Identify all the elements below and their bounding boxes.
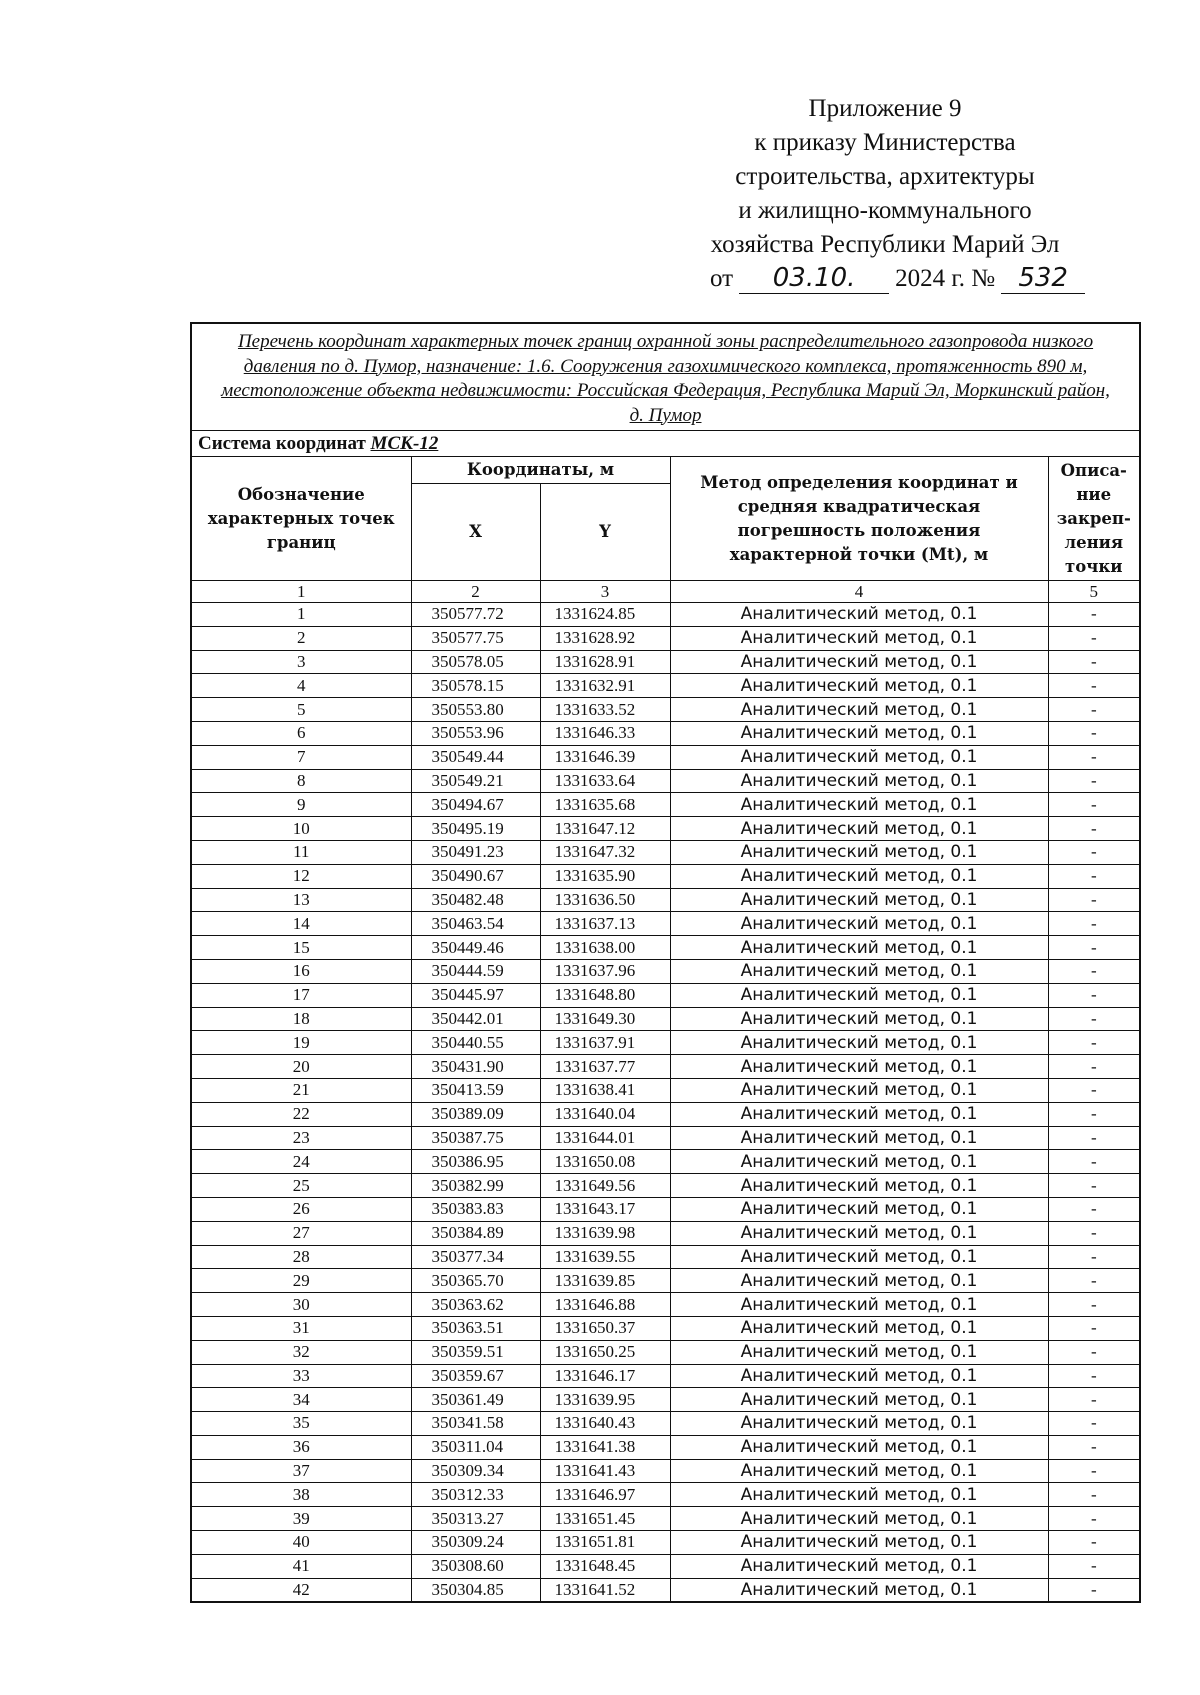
coord-x: 350431.90 [411,1055,540,1079]
handwritten-order-number: 532 [1001,263,1085,294]
coord-y: 1331649.30 [540,1007,670,1031]
method-cell: Аналитический метод, 0.1 [670,1007,1048,1031]
table-row [191,1364,1140,1388]
description-cell: - [1048,1150,1140,1174]
coord-y: 1331650.25 [540,1340,670,1364]
point-number: 40 [191,1531,411,1555]
table-row [191,721,1140,745]
description-cell: - [1048,983,1140,1007]
method-cell: Аналитический метод, 0.1 [670,936,1048,960]
coord-x: 350442.01 [411,1007,540,1031]
description-cell: - [1048,1126,1140,1150]
header-line: и жилищно-коммунального [738,197,1032,224]
description-cell: - [1048,1412,1140,1436]
method-cell: Аналитический метод, 0.1 [670,698,1048,722]
point-number: 42 [191,1578,411,1602]
header-line: хозяйства Республики Марий Эл [710,231,1060,258]
point-number: 26 [191,1197,411,1221]
point-number: 2 [191,626,411,650]
description-cell: - [1048,1007,1140,1031]
coordinate-system-label: Система координат [198,432,366,454]
method-cell: Аналитический метод, 0.1 [670,626,1048,650]
coord-x: 350389.09 [411,1102,540,1126]
coord-x: 350341.58 [411,1412,540,1436]
point-number: 30 [191,1293,411,1317]
method-cell: Аналитический метод, 0.1 [670,1388,1048,1412]
coord-y: 1331633.52 [540,698,670,722]
coord-x: 350312.33 [411,1483,540,1507]
coord-y: 1331638.00 [540,936,670,960]
coordinate-system-value: МСК-12 [370,432,439,454]
point-number: 19 [191,1031,411,1055]
method-cell: Аналитический метод, 0.1 [670,1197,1048,1221]
point-number: 6 [191,721,411,745]
coord-x: 350578.05 [411,650,540,674]
table-row [191,1388,1140,1412]
table-row [191,1459,1140,1483]
table-row [191,1055,1140,1079]
coord-x: 350365.70 [411,1269,540,1293]
col-number: 3 [540,581,670,603]
coord-x: 350308.60 [411,1554,540,1578]
coord-y: 1331646.88 [540,1293,670,1317]
point-number: 5 [191,698,411,722]
description-cell: - [1048,936,1140,960]
point-number: 33 [191,1364,411,1388]
description-cell: - [1048,1340,1140,1364]
point-number: 25 [191,1174,411,1198]
coord-x: 350577.72 [411,603,540,627]
coord-y: 1331646.33 [540,721,670,745]
coord-y: 1331639.85 [540,1269,670,1293]
description-cell: - [1048,1245,1140,1269]
point-number: 39 [191,1507,411,1531]
date-prefix: от [710,265,734,292]
coord-x: 350449.46 [411,936,540,960]
coord-x: 350482.48 [411,888,540,912]
method-cell: Аналитический метод, 0.1 [670,1554,1048,1578]
coord-y: 1331628.92 [540,626,670,650]
point-number: 20 [191,1055,411,1079]
table-row [191,1269,1140,1293]
coord-y: 1331650.37 [540,1316,670,1340]
method-cell: Аналитический метод, 0.1 [670,840,1048,864]
coord-y: 1331639.95 [540,1388,670,1412]
col-number: 2 [411,581,540,603]
description-cell: - [1048,1483,1140,1507]
coord-x: 350313.27 [411,1507,540,1531]
table-row [191,864,1140,888]
order-date-line [710,262,1120,296]
point-number: 38 [191,1483,411,1507]
coord-y: 1331638.41 [540,1078,670,1102]
method-cell: Аналитический метод, 0.1 [670,603,1048,627]
description-cell: - [1048,603,1140,627]
coord-y: 1331649.56 [540,1174,670,1198]
point-number: 1 [191,603,411,627]
point-number: 7 [191,745,411,769]
description-cell: - [1048,1055,1140,1079]
table-row [191,959,1140,983]
description-cell: - [1048,1174,1140,1198]
point-number: 3 [191,650,411,674]
coord-x: 350494.67 [411,793,540,817]
table-row [191,1554,1140,1578]
coord-x: 350440.55 [411,1031,540,1055]
point-number: 21 [191,1078,411,1102]
coord-x: 350553.80 [411,698,540,722]
description-cell: - [1048,1293,1140,1317]
method-cell: Аналитический метод, 0.1 [670,1245,1048,1269]
coord-x: 350445.97 [411,983,540,1007]
table-row [191,603,1140,627]
description-cell: - [1048,1269,1140,1293]
col-header-method: Метод определения координат и средняя квадратическая погрешность положения характерной точки (Mt), м [670,457,1048,581]
coord-y: 1331651.45 [540,1507,670,1531]
point-number: 27 [191,1221,411,1245]
table-row [191,1245,1140,1269]
description-cell: - [1048,1221,1140,1245]
method-cell: Аналитический метод, 0.1 [670,674,1048,698]
coord-y: 1331640.43 [540,1412,670,1436]
point-number: 24 [191,1150,411,1174]
table-row [191,1174,1140,1198]
description-cell: - [1048,840,1140,864]
table-row [191,650,1140,674]
table-row [191,888,1140,912]
coord-y: 1331624.85 [540,603,670,627]
coord-x: 350384.89 [411,1221,540,1245]
coord-y: 1331640.04 [540,1102,670,1126]
method-cell: Аналитический метод, 0.1 [670,888,1048,912]
method-cell: Аналитический метод, 0.1 [670,1269,1048,1293]
table-row [191,1483,1140,1507]
description-cell: - [1048,1554,1140,1578]
point-number: 32 [191,1340,411,1364]
coord-x: 350387.75 [411,1126,540,1150]
table-row [191,626,1140,650]
coord-y: 1331641.43 [540,1459,670,1483]
coord-y: 1331647.12 [540,817,670,841]
description-cell: - [1048,769,1140,793]
coord-y: 1331639.98 [540,1221,670,1245]
point-number: 22 [191,1102,411,1126]
method-cell: Аналитический метод, 0.1 [670,912,1048,936]
point-number: 34 [191,1388,411,1412]
point-number: 11 [191,840,411,864]
method-cell: Аналитический метод, 0.1 [670,1483,1048,1507]
coord-x: 350359.51 [411,1340,540,1364]
table-row [191,1197,1140,1221]
coord-y: 1331646.17 [540,1364,670,1388]
table-row [191,1507,1140,1531]
coord-y: 1331635.90 [540,864,670,888]
table-row [191,1126,1140,1150]
col-number: 1 [191,581,411,603]
coord-x: 350553.96 [411,721,540,745]
point-number: 35 [191,1412,411,1436]
table-title: Перечень координат характерных точек границ охранной зоны распределительного газопровода низкого давления по д. Пумор, назначение: 1.6. Сооружения газохимического комплекса, протяженность 890 м, местоположение объекта недвижимости: Российская Федерация, Республика Марий Эл, Моркинский район, д. Пумор [191,323,1140,431]
description-cell: - [1048,1435,1140,1459]
description-cell: - [1048,1078,1140,1102]
table-row [191,1221,1140,1245]
table-row [191,817,1140,841]
coord-y: 1331628.91 [540,650,670,674]
method-cell: Аналитический метод, 0.1 [670,959,1048,983]
description-cell: - [1048,626,1140,650]
coord-x: 350359.67 [411,1364,540,1388]
method-cell: Аналитический метод, 0.1 [670,1531,1048,1555]
description-cell: - [1048,674,1140,698]
coord-x: 350549.21 [411,769,540,793]
method-cell: Аналитический метод, 0.1 [670,1435,1048,1459]
point-number: 41 [191,1554,411,1578]
coord-x: 350311.04 [411,1435,540,1459]
method-cell: Аналитический метод, 0.1 [670,650,1048,674]
point-number: 15 [191,936,411,960]
description-cell: - [1048,793,1140,817]
col-number: 5 [1048,581,1140,603]
method-cell: Аналитический метод, 0.1 [670,1316,1048,1340]
point-number: 23 [191,1126,411,1150]
method-cell: Аналитический метод, 0.1 [670,1126,1048,1150]
description-cell: - [1048,745,1140,769]
description-cell: - [1048,1316,1140,1340]
coord-x: 350304.85 [411,1578,540,1602]
description-cell: - [1048,864,1140,888]
table-row [191,1293,1140,1317]
table-row [191,1007,1140,1031]
coord-x: 350490.67 [411,864,540,888]
coord-x: 350413.59 [411,1078,540,1102]
method-cell: Аналитический метод, 0.1 [670,1364,1048,1388]
appendix-header [650,92,1120,296]
description-cell: - [1048,650,1140,674]
coordinate-system [191,431,1140,457]
point-number: 8 [191,769,411,793]
method-cell: Аналитический метод, 0.1 [670,817,1048,841]
coord-y: 1331648.80 [540,983,670,1007]
coord-y: 1331648.45 [540,1554,670,1578]
method-cell: Аналитический метод, 0.1 [670,983,1048,1007]
coord-y: 1331651.81 [540,1531,670,1555]
table-row [191,1531,1140,1555]
coord-y: 1331636.50 [540,888,670,912]
col-header-designation: Обозначение характерных точек границ [191,457,411,581]
description-cell: - [1048,1507,1140,1531]
coord-y: 1331644.01 [540,1126,670,1150]
table-row [191,1031,1140,1055]
table-row [191,698,1140,722]
coord-x: 350382.99 [411,1174,540,1198]
coord-y: 1331647.32 [540,840,670,864]
coord-y: 1331637.13 [540,912,670,936]
point-number: 17 [191,983,411,1007]
point-number: 29 [191,1269,411,1293]
table-row [191,1578,1140,1602]
coord-y: 1331641.38 [540,1435,670,1459]
point-number: 4 [191,674,411,698]
coord-y: 1331643.17 [540,1197,670,1221]
coord-y: 1331641.52 [540,1578,670,1602]
method-cell: Аналитический метод, 0.1 [670,1031,1048,1055]
table-row [191,1102,1140,1126]
description-cell: - [1048,1388,1140,1412]
coord-x: 350444.59 [411,959,540,983]
coord-x: 350309.24 [411,1531,540,1555]
col-header-x: X [411,484,540,581]
table-row [191,674,1140,698]
col-number: 4 [670,581,1048,603]
coord-y: 1331639.55 [540,1245,670,1269]
method-cell: Аналитический метод, 0.1 [670,1078,1048,1102]
coord-y: 1331637.77 [540,1055,670,1079]
method-cell: Аналитический метод, 0.1 [670,793,1048,817]
point-number: 14 [191,912,411,936]
table-row [191,912,1140,936]
coord-y: 1331637.91 [540,1031,670,1055]
table-row [191,1340,1140,1364]
method-cell: Аналитический метод, 0.1 [670,769,1048,793]
coord-x: 350377.34 [411,1245,540,1269]
table-row [191,745,1140,769]
method-cell: Аналитический метод, 0.1 [670,1459,1048,1483]
coord-x: 350361.49 [411,1388,540,1412]
method-cell: Аналитический метод, 0.1 [670,864,1048,888]
point-number: 18 [191,1007,411,1031]
method-cell: Аналитический метод, 0.1 [670,1055,1048,1079]
coord-y: 1331646.39 [540,745,670,769]
method-cell: Аналитический метод, 0.1 [670,1293,1048,1317]
coord-y: 1331637.96 [540,959,670,983]
coord-y: 1331633.64 [540,769,670,793]
method-cell: Аналитический метод, 0.1 [670,1340,1048,1364]
col-header-coords: Координаты, м [411,457,670,484]
coord-y: 1331646.97 [540,1483,670,1507]
point-number: 9 [191,793,411,817]
table-row [191,840,1140,864]
coord-x: 350386.95 [411,1150,540,1174]
point-number: 12 [191,864,411,888]
table-row [191,1150,1140,1174]
table-row [191,769,1140,793]
header-line: строительства, архитектуры [735,163,1035,190]
point-number: 28 [191,1245,411,1269]
description-cell: - [1048,888,1140,912]
point-number: 10 [191,817,411,841]
method-cell: Аналитический метод, 0.1 [670,1174,1048,1198]
method-cell: Аналитический метод, 0.1 [670,721,1048,745]
coord-x: 350363.51 [411,1316,540,1340]
coord-x: 350363.62 [411,1293,540,1317]
method-cell: Аналитический метод, 0.1 [670,1221,1048,1245]
table-row [191,1435,1140,1459]
description-cell: - [1048,1364,1140,1388]
description-cell: - [1048,1531,1140,1555]
point-number: 16 [191,959,411,983]
table-row [191,1078,1140,1102]
coordinates-table [190,322,1141,1603]
col-header-y: Y [540,484,670,581]
handwritten-date: 03.10. [739,263,889,294]
point-number: 13 [191,888,411,912]
year-text: 2024 г. № [895,265,996,292]
method-cell: Аналитический метод, 0.1 [670,1102,1048,1126]
method-cell: Аналитический метод, 0.1 [670,1412,1048,1436]
coord-x: 350383.83 [411,1197,540,1221]
coord-x: 350309.34 [411,1459,540,1483]
coord-y: 1331635.68 [540,793,670,817]
point-number: 37 [191,1459,411,1483]
header-line: к приказу Министерства [754,129,1016,156]
description-cell: - [1048,1578,1140,1602]
description-cell: - [1048,817,1140,841]
description-cell: - [1048,1102,1140,1126]
method-cell: Аналитический метод, 0.1 [670,1578,1048,1602]
coord-x: 350495.19 [411,817,540,841]
coord-x: 350577.75 [411,626,540,650]
coord-x: 350578.15 [411,674,540,698]
table-row [191,1412,1140,1436]
col-header-description: Описа-ние закреп-ления точки [1048,457,1140,581]
description-cell: - [1048,959,1140,983]
point-number: 31 [191,1316,411,1340]
coord-x: 350549.44 [411,745,540,769]
point-number: 36 [191,1435,411,1459]
header-line: Приложение 9 [808,95,962,122]
method-cell: Аналитический метод, 0.1 [670,745,1048,769]
table-row [191,936,1140,960]
coord-x: 350491.23 [411,840,540,864]
description-cell: - [1048,912,1140,936]
description-cell: - [1048,1031,1140,1055]
coord-y: 1331632.91 [540,674,670,698]
coord-y: 1331650.08 [540,1150,670,1174]
description-cell: - [1048,1197,1140,1221]
coord-x: 350463.54 [411,912,540,936]
table-row [191,793,1140,817]
table-row [191,1316,1140,1340]
table-row [191,983,1140,1007]
description-cell: - [1048,721,1140,745]
method-cell: Аналитический метод, 0.1 [670,1150,1048,1174]
description-cell: - [1048,698,1140,722]
description-cell: - [1048,1459,1140,1483]
method-cell: Аналитический метод, 0.1 [670,1507,1048,1531]
